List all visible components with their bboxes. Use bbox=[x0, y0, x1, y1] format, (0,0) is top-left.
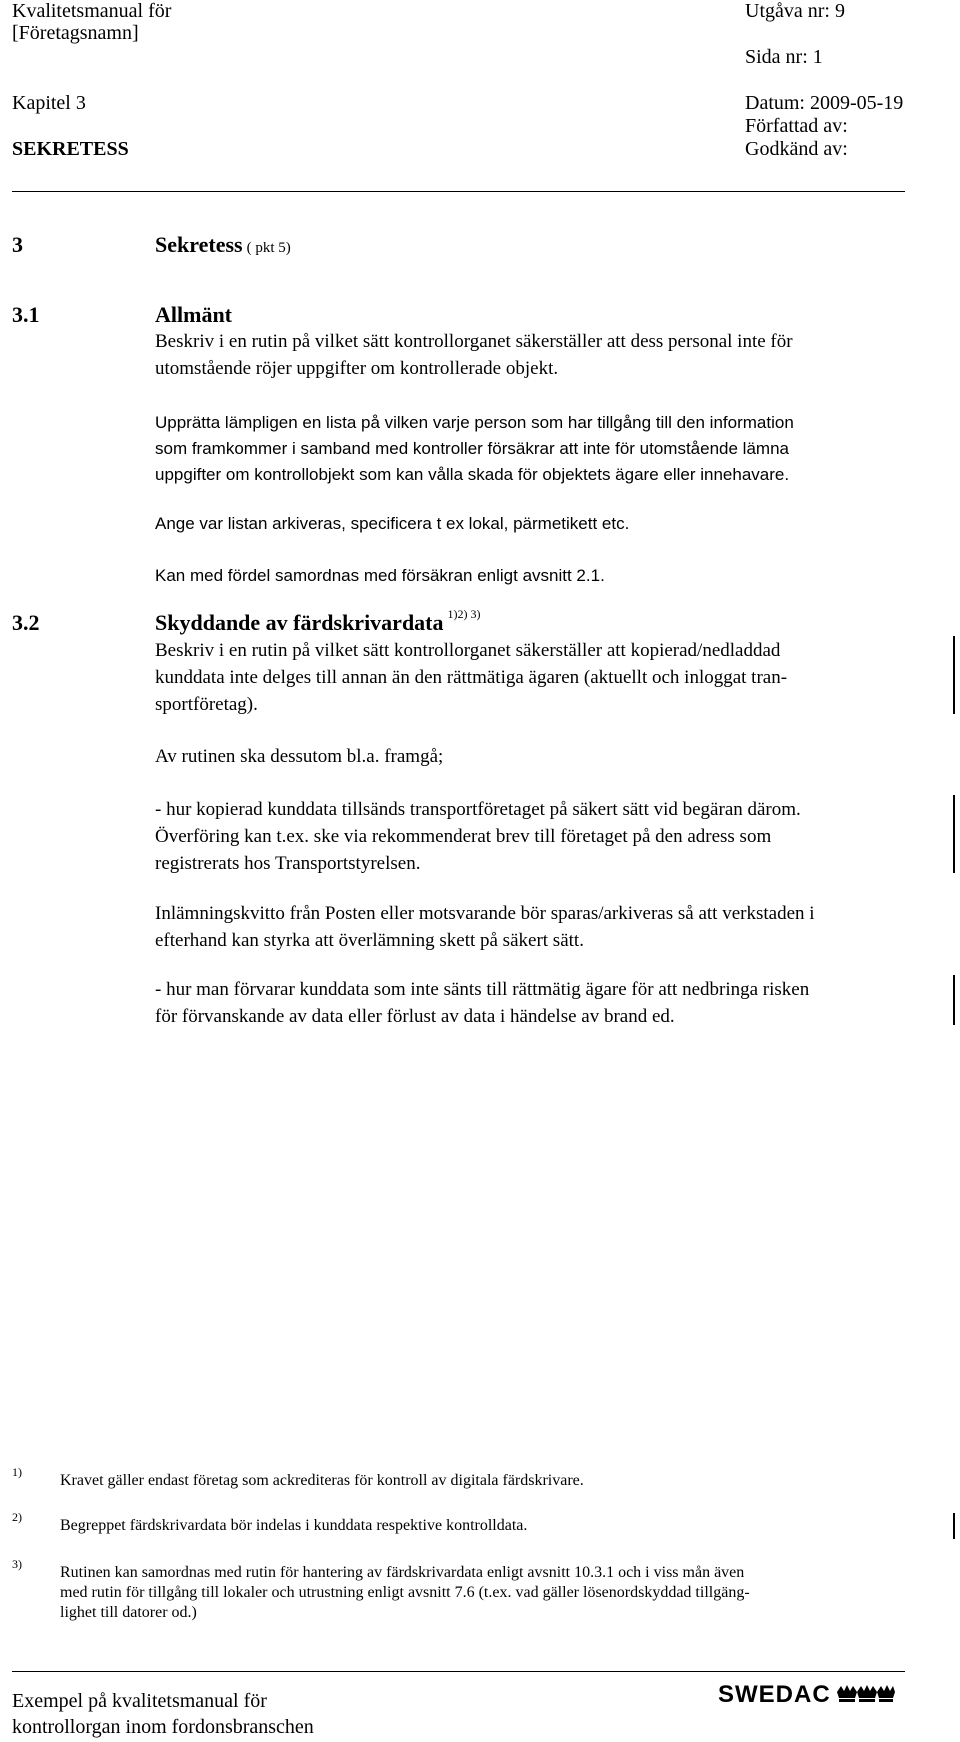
section-3-1-para3: Ange var listan arkiveras, specificera t ex lokal, pärmetikett etc. bbox=[155, 514, 630, 533]
chapter-heading bbox=[155, 232, 291, 258]
section-3-2-heading bbox=[155, 606, 481, 636]
revision-bar bbox=[953, 795, 955, 873]
chapter-note: ( pkt 5) bbox=[246, 240, 291, 256]
section-3-1-para4: Kan med fördel samordnas med försäkran enligt avsnitt 2.1. bbox=[155, 566, 605, 585]
section-3-2-para3-line1: - hur kopierad kunddata tillsänds transportföretaget på säkert sätt vid begäran därom. bbox=[155, 799, 801, 820]
chapter-title: Sekretess bbox=[155, 232, 243, 257]
swedac-logo-text: SWEDAC bbox=[718, 1681, 831, 1708]
revision-bar bbox=[953, 1513, 955, 1539]
section-3-1-para1-line1: Beskriv i en rutin på vilket sätt kontrollorganet säkerställer att dess personal inte för bbox=[155, 331, 793, 352]
header-rule bbox=[12, 191, 905, 192]
section-3-1-number: 3.1 bbox=[12, 302, 40, 327]
footnote-mark: 3) bbox=[12, 1557, 22, 1571]
section-3-2-para3-line2: Överföring kan t.ex. ske via rekommenderat brev till företaget på den adress som bbox=[155, 826, 772, 847]
footer-rule bbox=[12, 1671, 905, 1672]
section-3-1-title: Allmänt bbox=[155, 302, 232, 327]
footnote-text: med rutin för tillgång till lokaler och utrustning enligt avsnitt 7.6 (t.ex. vad gäller lösenordskyddad tillgäng- bbox=[60, 1584, 750, 1601]
section-3-2-title: Skyddande av färdskrivardata bbox=[155, 610, 444, 635]
section-3-2-para1-line3: sportföretag). bbox=[155, 694, 258, 715]
section-3-1-para1-line2: utomstående röjer uppgifter om kontrollerade objekt. bbox=[155, 358, 559, 379]
section-3-2-para1-line2: kunddata inte delges till annan än den rättmätiga ägaren (aktuellt och inloggat tran- bbox=[155, 667, 788, 688]
header-company-name: [Företagsnamn] bbox=[12, 22, 139, 44]
section-3-1-para2-line1: Upprätta lämpligen en lista på vilken varje person som har tillgång till den information bbox=[155, 413, 794, 432]
crowns-icon bbox=[835, 1682, 897, 1715]
footnote-text: Rutinen kan samordnas med rutin för hantering av färdskrivardata enligt avsnitt 10.3.1 och i viss mån även bbox=[60, 1564, 745, 1581]
footnote-mark: 1) bbox=[12, 1465, 22, 1479]
footnote-text: lighet till datorer od.) bbox=[60, 1604, 197, 1621]
footnote-text: Begreppet färdskrivardata bör indelas i kunddata respektive kontrolldata. bbox=[60, 1517, 528, 1534]
header-chapter: Kapitel 3 bbox=[12, 92, 86, 114]
header-manual-title: Kvalitetsmanual för bbox=[12, 0, 172, 22]
section-3-2-para2: Av rutinen ska dessutom bl.a. framgå; bbox=[155, 746, 444, 767]
footer-line2: kontrollorgan inom fordonsbranschen bbox=[12, 1716, 314, 1738]
header-page-number: Sida nr: 1 bbox=[745, 46, 823, 68]
section-3-1-para2-line3: uppgifter om kontrollobjekt som kan vålla skada för objektets ägare eller innehavare. bbox=[155, 465, 790, 484]
section-3-2-para5-line1: - hur man förvarar kunddata som inte sänts till rättmätig ägare för att nedbringa risken bbox=[155, 979, 810, 1000]
header-edition: Utgåva nr: 9 bbox=[745, 0, 845, 22]
header-approver: Godkänd av: bbox=[745, 138, 848, 160]
footnote-mark: 2) bbox=[12, 1510, 22, 1524]
section-3-2-number: 3.2 bbox=[12, 610, 40, 635]
swedac-logo bbox=[718, 1681, 897, 1715]
header-chapter-title: SEKRETESS bbox=[12, 138, 129, 160]
chapter-number: 3 bbox=[12, 232, 23, 257]
header-date: Datum: 2009-05-19 bbox=[745, 92, 904, 114]
section-3-2-footnote-refs: 1)2) 3) bbox=[447, 606, 481, 621]
section-3-2-para3-line3: registrerats hos Transportstyrelsen. bbox=[155, 853, 421, 874]
header-author: Författad av: bbox=[745, 115, 848, 137]
section-3-2-para4-line2: efterhand kan styrka att överlämning skett på säkert sätt. bbox=[155, 930, 584, 951]
revision-bar bbox=[953, 975, 955, 1025]
section-3-2-para1-line1: Beskriv i en rutin på vilket sätt kontrollorganet säkerställer att kopierad/nedladdad bbox=[155, 640, 781, 661]
footer-line1: Exempel på kvalitetsmanual för bbox=[12, 1690, 267, 1712]
section-3-2-para5-line2: för förvanskande av data eller förlust av data i händelse av brand ed. bbox=[155, 1006, 675, 1027]
section-3-1-para2-line2: som framkommer i samband med kontroller försäkrar att inte för utomstående lämna bbox=[155, 439, 789, 458]
section-3-2-para4-line1: Inlämningskvitto från Posten eller motsvarande bör sparas/arkiveras så att verkstaden i bbox=[155, 903, 815, 924]
revision-bar bbox=[953, 636, 955, 714]
footnote-text: Kravet gäller endast företag som ackrediteras för kontroll av digitala färdskrivare. bbox=[60, 1472, 584, 1489]
